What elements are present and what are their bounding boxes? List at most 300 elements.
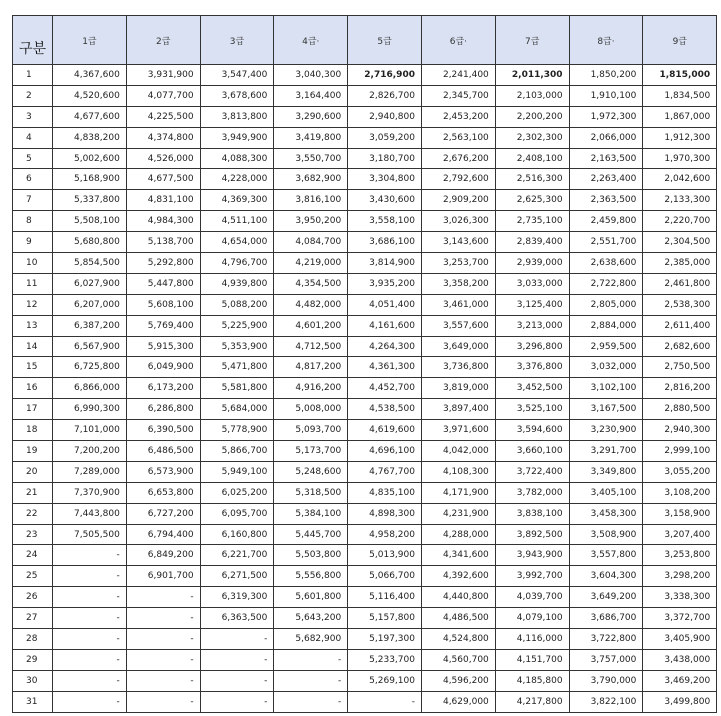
salary-cell: 5,556,800 [274,566,348,587]
step-label: 4 [13,127,53,148]
table-row [13,691,717,712]
salary-cell: 2,408,100 [495,148,569,169]
salary-cell: 3,971,600 [421,420,495,441]
salary-cell: 3,819,000 [421,378,495,399]
salary-cell: 4,039,700 [495,587,569,608]
salary-cell: 5,680,800 [53,232,127,253]
salary-cell: 3,055,200 [643,461,717,482]
salary-cell: 5,093,700 [274,420,348,441]
salary-cell: 3,557,800 [569,545,643,566]
step-label: 24 [13,545,53,566]
salary-cell: 3,298,200 [643,566,717,587]
salary-cell: 5,949,100 [200,461,274,482]
salary-cell: 7,370,900 [53,482,127,503]
salary-cell: 1,972,300 [569,106,643,127]
salary-cell: 2,750,500 [643,357,717,378]
salary-cell: 3,291,700 [569,441,643,462]
salary-cell: 6,567,900 [53,336,127,357]
salary-cell: 4,288,000 [421,524,495,545]
salary-cell: 5,643,200 [274,608,348,629]
salary-cell: 5,013,900 [348,545,422,566]
salary-cell: 2,220,700 [643,211,717,232]
salary-cell: 4,051,400 [348,294,422,315]
salary-cell: 5,445,700 [274,524,348,545]
salary-cell: 4,228,000 [200,169,274,190]
salary-cell: 5,225,900 [200,315,274,336]
salary-cell: 4,654,000 [200,232,274,253]
salary-cell: 6,025,200 [200,482,274,503]
salary-cell: 6,573,900 [126,461,200,482]
salary-cell: 3,253,800 [643,545,717,566]
salary-cell: 5,508,100 [53,211,127,232]
salary-cell: 2,551,700 [569,232,643,253]
salary-cell: 4,696,100 [348,441,422,462]
salary-cell: 4,619,600 [348,420,422,441]
salary-cell: - [126,670,200,691]
step-label: 23 [13,524,53,545]
salary-cell: - [126,629,200,650]
table-row [13,169,717,190]
salary-cell: 4,161,600 [348,315,422,336]
salary-cell: 4,677,500 [126,169,200,190]
step-label: 7 [13,190,53,211]
table-row [13,587,717,608]
salary-cell: 4,524,800 [421,629,495,650]
salary-cell: 3,686,700 [569,608,643,629]
salary-cell: 2,816,200 [643,378,717,399]
salary-cell: 4,440,800 [421,587,495,608]
salary-cell: 3,358,200 [421,273,495,294]
salary-cell: 3,682,900 [274,169,348,190]
step-label: 15 [13,357,53,378]
salary-cell: 6,027,900 [53,273,127,294]
table-row [13,420,717,441]
salary-cell: 3,649,000 [421,336,495,357]
salary-cell: 2,722,800 [569,273,643,294]
salary-cell: 4,560,700 [421,649,495,670]
table-row [13,232,717,253]
table-row [13,106,717,127]
salary-cell: 2,011,300 [495,65,569,86]
salary-cell: 4,526,000 [126,148,200,169]
salary-cell: 5,292,800 [126,253,200,274]
salary-cell: 4,831,100 [126,190,200,211]
salary-cell: 3,678,600 [200,85,274,106]
salary-cell: 7,289,000 [53,461,127,482]
salary-cell: 3,686,100 [348,232,422,253]
salary-cell: 2,716,900 [348,65,422,86]
salary-cell: 1,970,300 [643,148,717,169]
salary-cell: 5,608,100 [126,294,200,315]
salary-cell: - [53,691,127,712]
salary-cell: 2,625,300 [495,190,569,211]
grade-header: 5급 [348,16,422,65]
salary-cell: 4,361,300 [348,357,422,378]
table-row [13,127,717,148]
salary-cell: 5,088,200 [200,294,274,315]
salary-cell: 2,304,500 [643,232,717,253]
table-row [13,441,717,462]
table-row [13,524,717,545]
salary-cell: 6,794,400 [126,524,200,545]
salary-cell: 3,164,400 [274,85,348,106]
table-row [13,670,717,691]
salary-cell: 1,910,100 [569,85,643,106]
salary-cell: 5,157,800 [348,608,422,629]
salary-cell: 3,458,300 [569,503,643,524]
salary-cell: 3,230,900 [569,420,643,441]
salary-cell: 3,452,500 [495,378,569,399]
salary-cell: 6,486,500 [126,441,200,462]
step-label: 19 [13,441,53,462]
step-label: 29 [13,649,53,670]
salary-cell: 4,088,300 [200,148,274,169]
salary-cell: 7,101,000 [53,420,127,441]
salary-cell: 1,850,200 [569,65,643,86]
salary-cell: 5,066,700 [348,566,422,587]
salary-cell: 2,563,100 [421,127,495,148]
salary-cell: 2,735,100 [495,211,569,232]
salary-cell: 3,338,300 [643,587,717,608]
salary-cell: 2,939,000 [495,253,569,274]
step-label: 8 [13,211,53,232]
salary-cell: 4,538,500 [348,399,422,420]
salary-cell: 3,059,200 [348,127,422,148]
step-label: 14 [13,336,53,357]
salary-cell: 5,503,800 [274,545,348,566]
table-row [13,253,717,274]
salary-cell: 7,443,800 [53,503,127,524]
salary-cell: 3,102,100 [569,378,643,399]
salary-cell: 4,984,300 [126,211,200,232]
salary-cell: 3,931,900 [126,65,200,86]
salary-cell: 2,638,600 [569,253,643,274]
salary-cell: 4,835,100 [348,482,422,503]
salary-cell: 5,682,900 [274,629,348,650]
salary-cell: 2,884,000 [569,315,643,336]
table-row [13,190,717,211]
salary-cell: 2,839,400 [495,232,569,253]
salary-cell: 4,151,700 [495,649,569,670]
salary-cell: 3,508,900 [569,524,643,545]
step-label: 17 [13,399,53,420]
grade-header: 3급 [200,16,274,65]
salary-cell: 2,516,300 [495,169,569,190]
salary-cell: 6,173,200 [126,378,200,399]
table-row [13,649,717,670]
salary-cell: - [126,649,200,670]
salary-cell: 3,950,200 [274,211,348,232]
grade-header: 6급· [421,16,495,65]
salary-cell: 5,173,700 [274,441,348,462]
salary-cell: 4,482,000 [274,294,348,315]
salary-cell: 2,453,200 [421,106,495,127]
step-label: 9 [13,232,53,253]
salary-cell: 1,912,300 [643,127,717,148]
table-row [13,148,717,169]
salary-cell: 4,767,700 [348,461,422,482]
step-label: 31 [13,691,53,712]
salary-cell: 7,505,500 [53,524,127,545]
salary-cell: 2,241,400 [421,65,495,86]
step-label: 1 [13,65,53,86]
grade-header: 8급· [569,16,643,65]
salary-cell: 4,369,300 [200,190,274,211]
salary-cell: 2,805,000 [569,294,643,315]
salary-cell: 6,901,700 [126,566,200,587]
step-label: 22 [13,503,53,524]
salary-cell: 4,916,200 [274,378,348,399]
salary-cell: 4,108,300 [421,461,495,482]
salary-cell: 4,084,700 [274,232,348,253]
table-row [13,273,717,294]
step-label: 6 [13,169,53,190]
salary-cell: 2,538,300 [643,294,717,315]
salary-cell: 3,935,200 [348,273,422,294]
salary-cell: 5,353,900 [200,336,274,357]
step-label: 12 [13,294,53,315]
table-row [13,566,717,587]
step-label: 13 [13,315,53,336]
salary-cell: 3,594,600 [495,420,569,441]
table-row [13,629,717,650]
salary-cell: 6,095,700 [200,503,274,524]
salary-cell: 4,354,500 [274,273,348,294]
salary-cell: - [53,670,127,691]
salary-cell: 3,992,700 [495,566,569,587]
table-row [13,461,717,482]
salary-cell: 4,341,600 [421,545,495,566]
salary-cell: 2,940,300 [643,420,717,441]
salary-cell: 3,782,000 [495,482,569,503]
salary-cell: - [274,670,348,691]
table-row [13,545,717,566]
salary-cell: 2,459,800 [569,211,643,232]
salary-cell: 3,557,600 [421,315,495,336]
salary-cell: - [53,608,127,629]
table-row [13,503,717,524]
salary-cell: 2,263,400 [569,169,643,190]
salary-cell: 3,296,800 [495,336,569,357]
step-label: 30 [13,670,53,691]
step-label: 27 [13,608,53,629]
salary-cell: 3,125,400 [495,294,569,315]
salary-cell: - [200,649,274,670]
salary-cell: 4,171,900 [421,482,495,503]
salary-cell: 1,834,500 [643,85,717,106]
salary-cell: 4,217,800 [495,691,569,712]
salary-cell: 2,676,200 [421,148,495,169]
salary-cell: 4,219,000 [274,253,348,274]
salary-cell: 2,385,000 [643,253,717,274]
salary-cell: 3,736,800 [421,357,495,378]
salary-cell: 3,349,800 [569,461,643,482]
salary-cell: 3,892,500 [495,524,569,545]
salary-cell: 3,469,200 [643,670,717,691]
salary-cell: 4,712,500 [274,336,348,357]
salary-cell: 3,550,700 [274,148,348,169]
salary-cell: 3,525,100 [495,399,569,420]
salary-cell: 6,319,300 [200,587,274,608]
salary-grade-table [12,15,717,713]
salary-cell: 3,158,900 [643,503,717,524]
salary-cell: 3,304,800 [348,169,422,190]
salary-cell: 5,116,400 [348,587,422,608]
salary-cell: 4,838,200 [53,127,127,148]
salary-cell: 3,213,000 [495,315,569,336]
table-row [13,357,717,378]
salary-cell: 5,447,800 [126,273,200,294]
salary-cell: - [200,629,274,650]
salary-cell: 6,725,800 [53,357,127,378]
salary-cell: 3,722,800 [569,629,643,650]
salary-cell: 2,940,800 [348,106,422,127]
salary-cell: 5,248,600 [274,461,348,482]
step-label: 10 [13,253,53,274]
salary-cell: 5,197,300 [348,629,422,650]
step-label: 21 [13,482,53,503]
salary-cell: 2,461,800 [643,273,717,294]
salary-cell: 6,727,200 [126,503,200,524]
salary-cell: 2,909,200 [421,190,495,211]
salary-cell: 4,077,700 [126,85,200,106]
grade-header: 2급 [126,16,200,65]
salary-cell: 3,040,300 [274,65,348,86]
salary-cell: - [53,566,127,587]
salary-cell: 2,345,700 [421,85,495,106]
salary-cell: 3,290,600 [274,106,348,127]
table-row [13,294,717,315]
grade-header: 9급 [643,16,717,65]
salary-cell: 2,363,500 [569,190,643,211]
salary-cell: 4,079,100 [495,608,569,629]
salary-cell: 3,143,600 [421,232,495,253]
table-row [13,399,717,420]
salary-cell: 5,684,000 [200,399,274,420]
step-label: 5 [13,148,53,169]
salary-cell: 3,813,800 [200,106,274,127]
salary-cell: 3,372,700 [643,608,717,629]
salary-cell: 2,163,500 [569,148,643,169]
salary-cell: 3,499,800 [643,691,717,712]
salary-cell: - [274,691,348,712]
salary-cell: 4,367,600 [53,65,127,86]
salary-cell: 4,042,000 [421,441,495,462]
salary-cell: 4,629,000 [421,691,495,712]
salary-cell: 6,866,000 [53,378,127,399]
corner-header: 구분 [13,16,53,65]
grade-header: 7급 [495,16,569,65]
salary-cell: 3,943,900 [495,545,569,566]
table-row [13,65,717,86]
salary-cell: 5,471,800 [200,357,274,378]
salary-cell: 6,049,900 [126,357,200,378]
salary-cell: 4,677,600 [53,106,127,127]
salary-cell: 3,108,200 [643,482,717,503]
salary-cell: 3,547,400 [200,65,274,86]
salary-cell: 3,180,700 [348,148,422,169]
salary-cell: 5,269,100 [348,670,422,691]
salary-cell: 5,384,100 [274,503,348,524]
salary-cell: 4,264,300 [348,336,422,357]
salary-cell: - [200,691,274,712]
salary-cell: 5,769,400 [126,315,200,336]
table-row [13,211,717,232]
salary-cell: - [53,629,127,650]
salary-cell: - [126,587,200,608]
step-label: 26 [13,587,53,608]
step-label: 16 [13,378,53,399]
salary-cell: 3,405,900 [643,629,717,650]
salary-cell: 4,392,600 [421,566,495,587]
table-row [13,315,717,336]
salary-cell: 4,596,200 [421,670,495,691]
salary-cell: - [126,608,200,629]
salary-cell: 3,207,400 [643,524,717,545]
table-row [13,482,717,503]
salary-cell: 3,032,000 [569,357,643,378]
salary-cell: 6,207,000 [53,294,127,315]
salary-cell: 3,822,100 [569,691,643,712]
salary-cell: 7,200,200 [53,441,127,462]
step-label: 2 [13,85,53,106]
table-body [13,65,717,713]
salary-cell: 4,958,200 [348,524,422,545]
salary-cell: 3,816,100 [274,190,348,211]
salary-cell: 3,033,000 [495,273,569,294]
salary-cell: 3,660,100 [495,441,569,462]
salary-cell: - [348,691,422,712]
table-row [13,336,717,357]
salary-cell: 2,826,700 [348,85,422,106]
salary-cell: 6,286,800 [126,399,200,420]
salary-cell: 5,778,900 [200,420,274,441]
salary-cell: 6,390,500 [126,420,200,441]
salary-cell: 6,990,300 [53,399,127,420]
salary-cell: 6,849,200 [126,545,200,566]
salary-cell: 5,915,300 [126,336,200,357]
salary-cell: 3,026,300 [421,211,495,232]
salary-cell: 5,318,500 [274,482,348,503]
salary-cell: 3,167,500 [569,399,643,420]
salary-cell: 3,949,900 [200,127,274,148]
salary-cell: 3,897,400 [421,399,495,420]
salary-cell: 4,520,600 [53,85,127,106]
salary-cell: 4,452,700 [348,378,422,399]
salary-cell: 5,233,700 [348,649,422,670]
salary-cell: 6,653,800 [126,482,200,503]
header-row [13,16,717,65]
salary-cell: 4,601,200 [274,315,348,336]
salary-cell: 3,419,800 [274,127,348,148]
salary-cell: - [53,587,127,608]
step-label: 28 [13,629,53,650]
salary-cell: 3,790,000 [569,670,643,691]
salary-cell: 4,939,800 [200,273,274,294]
salary-cell: 4,511,100 [200,211,274,232]
salary-cell: 2,042,600 [643,169,717,190]
grade-header: 1급 [53,16,127,65]
salary-cell: - [126,691,200,712]
salary-cell: 3,438,000 [643,649,717,670]
salary-cell: 2,792,600 [421,169,495,190]
table-row [13,608,717,629]
salary-cell: - [53,545,127,566]
salary-cell: 2,133,300 [643,190,717,211]
salary-cell: 5,002,600 [53,148,127,169]
grade-header: 4급· [274,16,348,65]
salary-cell: 5,601,800 [274,587,348,608]
